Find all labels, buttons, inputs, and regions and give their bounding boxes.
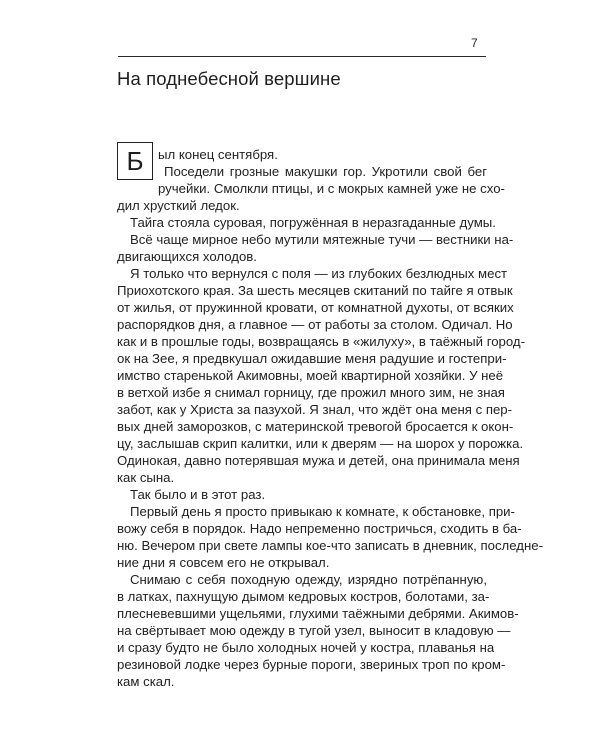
text-line: ыл конец сентября. (158, 147, 278, 162)
text-line: Тайга стояла суровая, погружённая в неразгаданные думы. (130, 215, 496, 230)
text-line: ню. Вечером при свете лампы кое-что записать в дневник, последне- (117, 538, 544, 553)
text-line: забот, как у Христа за пазухой. Я знал, что ждёт она меня с пер- (117, 402, 513, 417)
header-rule (118, 56, 486, 57)
text-line: Одинокая, давно потерявшая мужа и детей, она принимала меня (117, 453, 520, 468)
text-line: двигающихся холодов. (117, 249, 257, 264)
page-number: 7 (471, 36, 478, 50)
text-line: Снимаю с себя походную одежду, изрядно потрёпанную, (130, 572, 487, 587)
text-line: как и в прошлые годы, возвращаясь в «жилуху», в таёжный город- (117, 334, 526, 349)
text-line: и сразу будто не было холодных ночей у костра, плаванья на (117, 640, 495, 655)
text-line: цу, заслышав скрип калитки, или к дверям — на шорох у порожка. (117, 436, 524, 451)
text-line: вых дней заморозков, с материнской тревогой бросается к окон- (117, 419, 514, 434)
text-line: Приохотского края. За шесть месяцев скитаний по тайге я отвык (117, 283, 513, 298)
text-line: в ветхой избе я снимал горницу, где прожил много зим, не зная (117, 385, 505, 400)
text-line: плесневевшими ущельями, глухими таёжными дебрями. Акимов- (117, 606, 519, 621)
text-line: Так было и в этот раз. (130, 487, 266, 502)
text-line: ние дни я совсем его не открывал. (117, 555, 330, 570)
text-line: Поседели грозные макушки гор. Укротили свой бег (164, 164, 487, 179)
text-line: Всё чаще мирное небо мутили мятежные тучи — вестники на- (130, 232, 514, 247)
drop-cap: Б (117, 142, 153, 180)
text-line: Я только что вернулся с поля — из глубоких безлюдных мест (130, 266, 508, 281)
text-line: в латках, пахнущую дымом кедровых костров, болотами, за- (117, 589, 490, 604)
text-line: ручейки. Смолкли птицы, и с мокрых камней уже не схо- (158, 181, 505, 196)
text-line: Первый день я просто привыкаю к комнате, к обстановке, при- (130, 504, 515, 519)
chapter-title: На поднебесной вершине (117, 68, 341, 89)
text-line: кам скал. (117, 674, 175, 689)
text-line: вожу себя в порядок. Надо непременно постричься, сходить в ба- (117, 521, 522, 536)
text-line: как сына. (117, 470, 175, 485)
text-line: от жилья, от пружинной кровати, от комнатной духоты, от всяких (117, 300, 514, 315)
text-line: резиновой лодке через бурные пороги, звериных троп по кром- (117, 657, 506, 672)
text-line: на свёртывает мою одежду в тугой узел, выносит в кладовую — (117, 623, 511, 638)
text-line: распорядков дня, а главное — от работы за столом. Одичал. Но (117, 317, 513, 332)
text-line: дил хрусткий ледок. (117, 198, 240, 213)
text-line: имство старенькой Акимовны, моей квартирной хозяйки. У неё (117, 368, 504, 383)
text-line: ок на Зее, я предвкушал ожидавшие меня радушие и гостепри- (117, 351, 507, 366)
